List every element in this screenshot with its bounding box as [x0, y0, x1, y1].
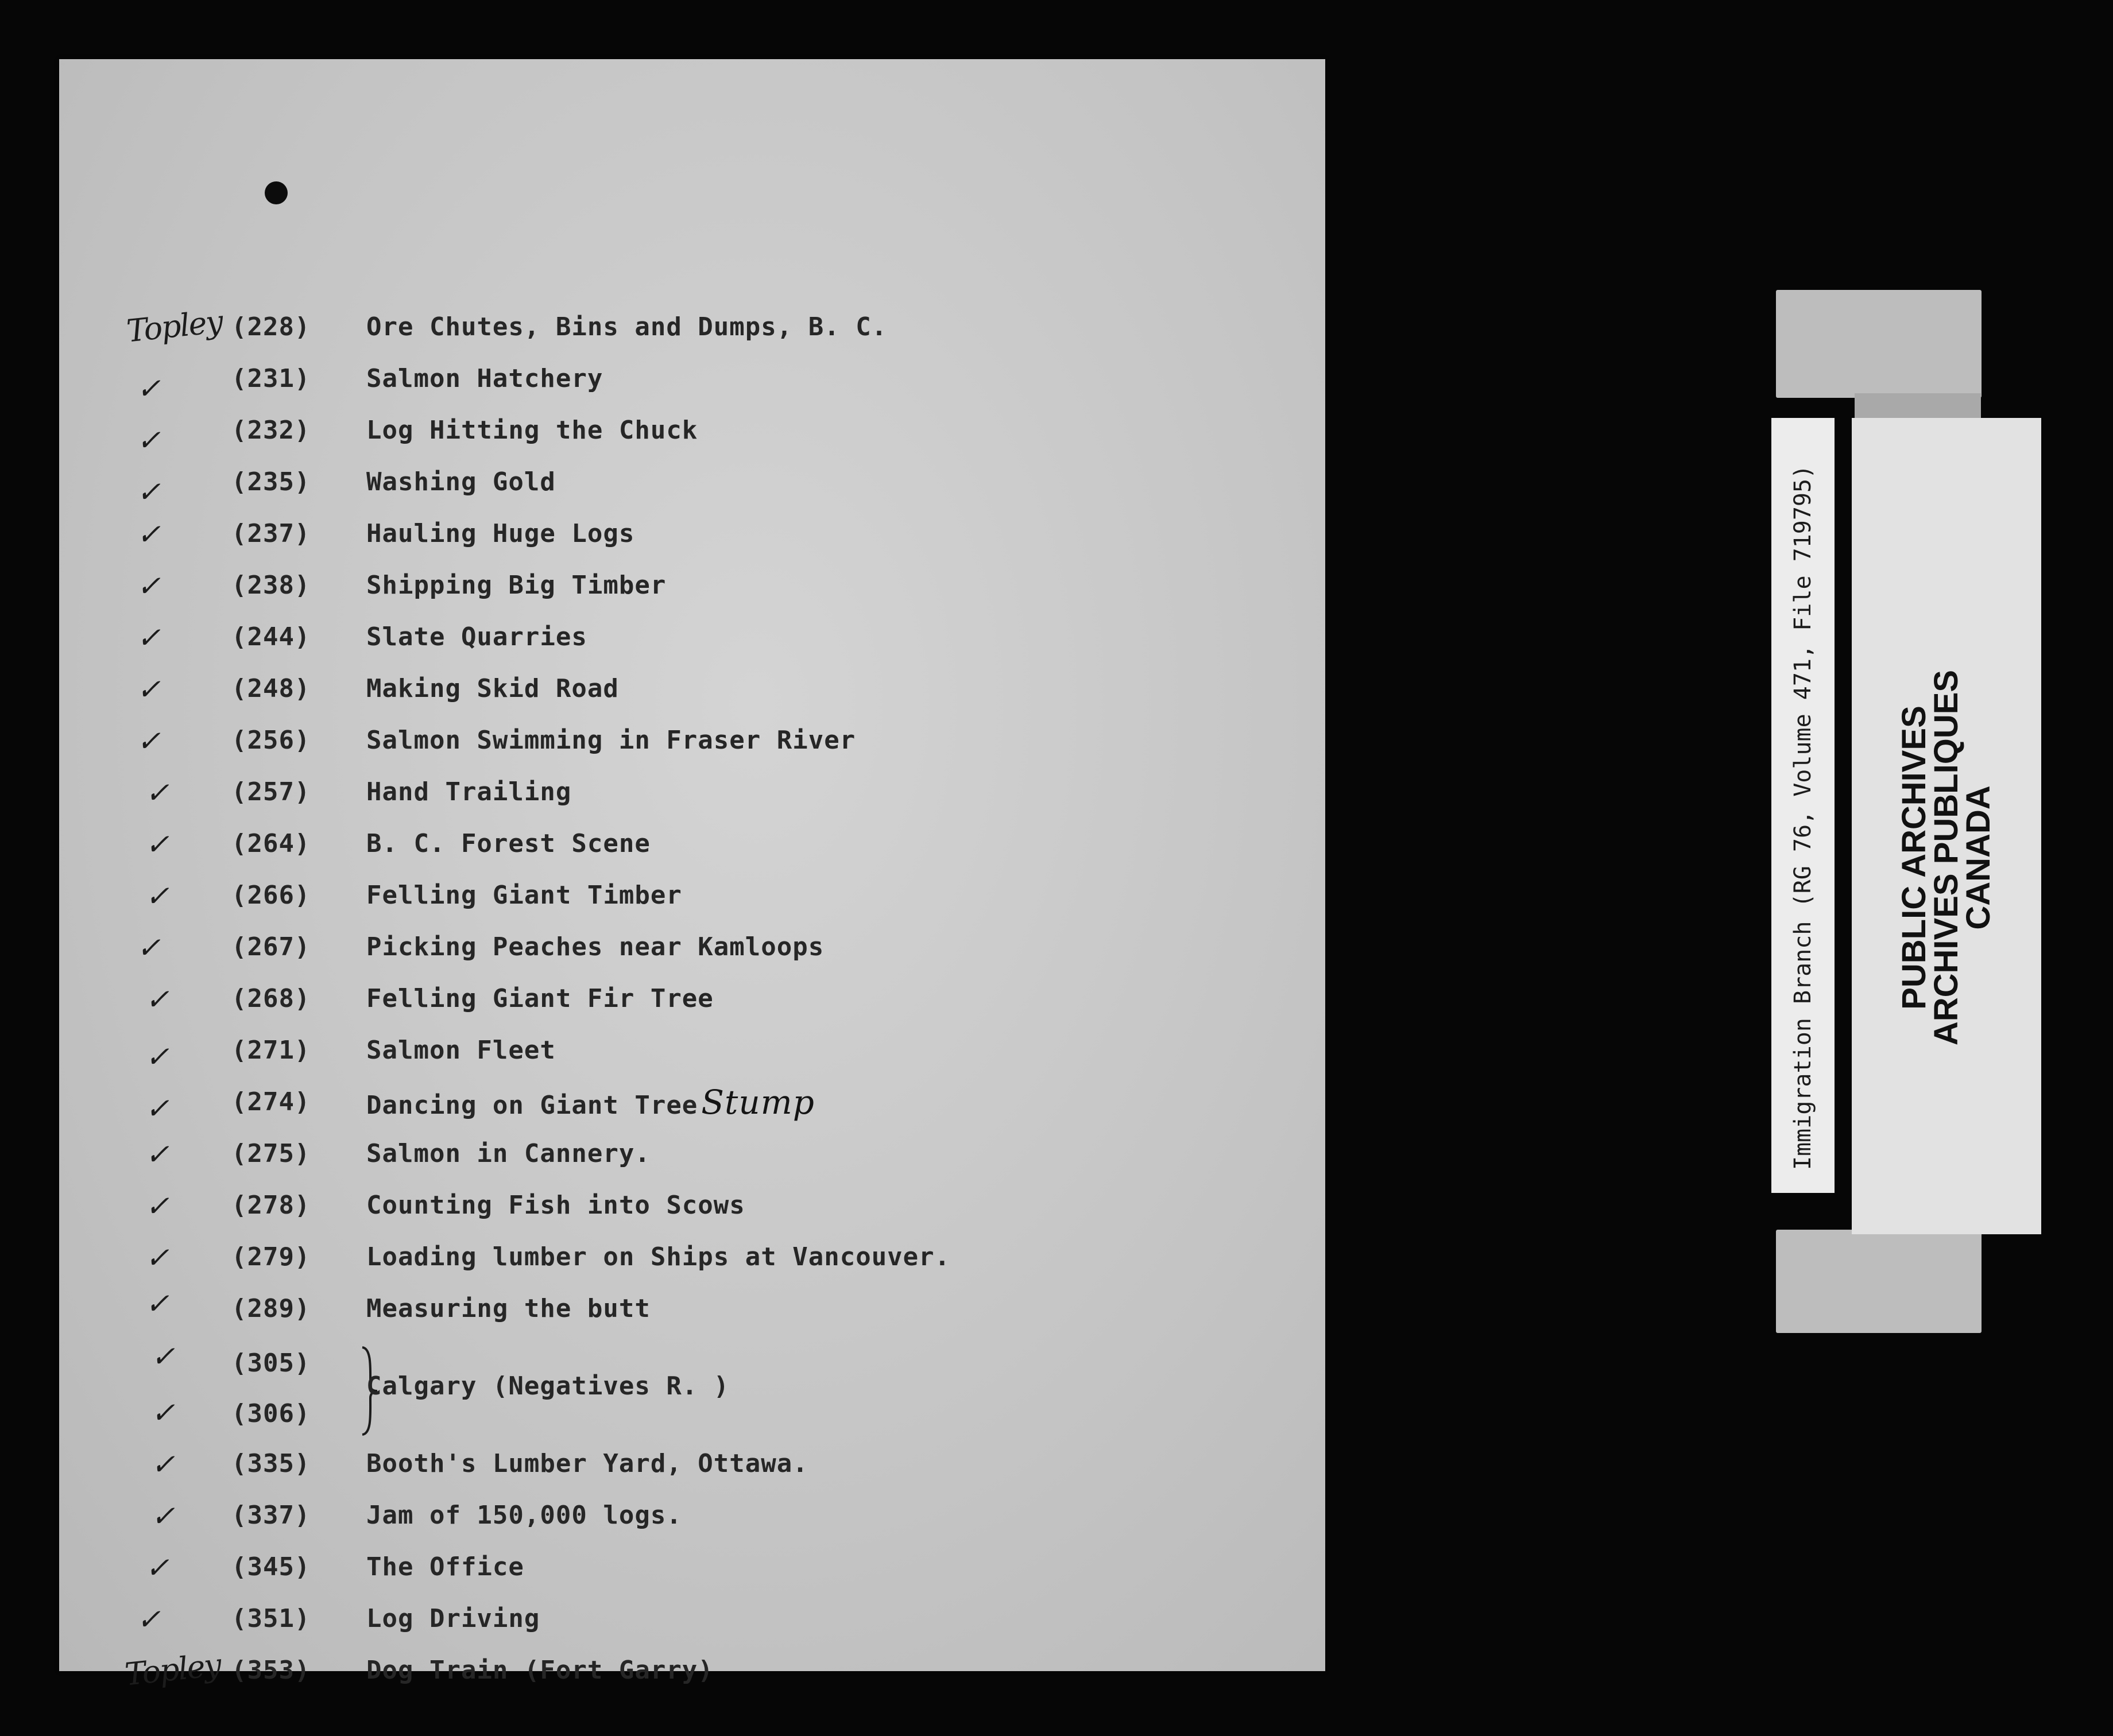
- item-title: Measuring the butt: [366, 1294, 651, 1323]
- check-mark: ✓: [145, 983, 169, 1016]
- item-number: (351): [231, 1604, 311, 1633]
- archive-line: PUBLIC ARCHIVES: [1895, 706, 1933, 1010]
- check-mark: ✓: [137, 569, 161, 603]
- item-number: (228): [231, 312, 311, 342]
- list-item: [59, 1596, 1325, 1642]
- check-mark: ✓: [145, 828, 169, 861]
- list-item: [59, 1493, 1325, 1539]
- check-mark: ✓: [145, 1040, 169, 1074]
- list-item: [59, 1286, 1325, 1332]
- label-strip-bottom: [1776, 1230, 1982, 1333]
- check-mark: ✓: [137, 621, 161, 654]
- list-item: [59, 563, 1325, 609]
- item-number: (256): [231, 726, 311, 755]
- check-mark: ✓: [145, 1138, 169, 1171]
- item-number: (231): [231, 364, 311, 393]
- item-number: (244): [231, 622, 311, 652]
- check-mark: ✓: [137, 372, 161, 405]
- list-item: [59, 1028, 1325, 1074]
- item-title: Log Driving: [366, 1604, 540, 1633]
- check-mark: ✓: [137, 931, 161, 964]
- list-item: [59, 1544, 1325, 1590]
- list-item: [59, 821, 1325, 867]
- archive-line: ARCHIVES PUBLIQUES: [1928, 669, 1965, 1046]
- item-number: (257): [231, 777, 311, 807]
- item-title: Making Skid Road: [366, 674, 619, 703]
- item-number: (275): [231, 1139, 311, 1168]
- check-mark: ✓: [137, 518, 161, 551]
- list-item: [59, 1183, 1325, 1229]
- check-mark: ✓: [145, 1241, 169, 1274]
- item-title: Picking Peaches near Kamloops: [366, 932, 825, 962]
- list-item: [59, 408, 1325, 457]
- item-title: Salmon Hatchery: [366, 364, 603, 393]
- check-mark: ✓: [137, 1603, 161, 1636]
- item-number: (267): [231, 932, 311, 962]
- item-number: (274): [231, 1087, 311, 1117]
- item-number: (337): [231, 1501, 311, 1530]
- check-mark: ✓: [151, 1499, 175, 1533]
- list-item: [59, 614, 1325, 660]
- item-number: (264): [231, 829, 311, 858]
- item-title-text: Dancing on Giant Tree: [366, 1091, 698, 1120]
- item-number: (306): [231, 1399, 311, 1428]
- item-number: (271): [231, 1036, 311, 1065]
- item-number: (237): [231, 519, 311, 548]
- list-item: [59, 1079, 1325, 1125]
- item-number: (268): [231, 984, 311, 1013]
- list-item: [59, 1648, 1325, 1694]
- item-title: Hauling Huge Logs: [366, 519, 635, 548]
- list-item: [59, 976, 1325, 1022]
- item-number: (335): [231, 1449, 311, 1478]
- item-title: Slate Quarries: [366, 622, 587, 652]
- item-number: (353): [231, 1656, 311, 1685]
- item-title: Salmon Swimming in Fraser River: [366, 726, 856, 755]
- check-mark: ✓: [145, 1092, 169, 1125]
- punch-hole: [265, 181, 288, 204]
- item-title: Salmon Fleet: [366, 1036, 556, 1065]
- handwritten-mark: Topley: [123, 1646, 222, 1693]
- list-item: [59, 511, 1325, 557]
- item-number: (279): [231, 1242, 311, 1272]
- list-item: [59, 718, 1325, 764]
- item-title: Counting Fish into Scows: [366, 1191, 745, 1220]
- check-mark: ✓: [137, 475, 161, 509]
- list-item: [59, 304, 1325, 350]
- item-number: (248): [231, 674, 311, 703]
- check-mark: ✓: [137, 673, 161, 706]
- item-number: (235): [231, 467, 311, 497]
- item-title: The Office: [366, 1552, 524, 1582]
- archive-line: CANADA: [1960, 785, 1997, 930]
- list-item: [59, 769, 1325, 815]
- item-title: Booth's Lumber Yard, Ottawa.: [366, 1449, 808, 1478]
- item-title: Ore Chutes, Bins and Dumps, B. C.: [366, 312, 888, 342]
- label-strip-top: [1776, 290, 1982, 398]
- file-reference-text: Immigration Branch (RG 76, Volume 471, File 719795): [1790, 464, 1816, 1170]
- list-item: [59, 1131, 1325, 1177]
- item-number: (232): [231, 416, 311, 445]
- item-title: Salmon in Cannery.: [366, 1139, 651, 1168]
- item-number: (305): [231, 1348, 311, 1378]
- list-item: [59, 1441, 1325, 1487]
- list-item: [59, 873, 1325, 919]
- check-mark: ✓: [137, 724, 161, 758]
- check-mark: ✓: [145, 1551, 169, 1584]
- list-item: [59, 356, 1325, 405]
- item-title: Washing Gold: [366, 467, 556, 497]
- item-number: (289): [231, 1294, 311, 1323]
- archive-stamp: [1895, 599, 1997, 1116]
- document-page: [59, 59, 1325, 1693]
- item-number: (345): [231, 1552, 311, 1582]
- list-item: [59, 666, 1325, 712]
- check-mark: ✓: [145, 1189, 169, 1223]
- check-mark: ✓: [151, 1340, 175, 1373]
- item-title: B. C. Forest Scene: [366, 829, 651, 858]
- item-title: Shipping Big Timber: [366, 571, 667, 600]
- handwritten-note: Stump: [701, 1083, 815, 1122]
- check-mark: ✓: [151, 1448, 175, 1481]
- list-item: [59, 459, 1325, 509]
- item-title: Dog Train (Fort Garry): [366, 1656, 714, 1685]
- item-title: Felling Giant Fir Tree: [366, 984, 714, 1013]
- item-title: Hand Trailing: [366, 777, 572, 807]
- item-number: (238): [231, 571, 311, 600]
- list-item: [59, 1234, 1325, 1280]
- item-title: Jam of 150,000 logs.: [366, 1501, 682, 1530]
- item-number: (278): [231, 1191, 311, 1220]
- item-number: (266): [231, 881, 311, 910]
- item-title: Loading lumber on Ships at Vancouver.: [366, 1242, 951, 1272]
- item-title: Felling Giant Timber: [366, 881, 682, 910]
- check-mark: ✓: [145, 1287, 169, 1320]
- item-title: Log Hitting the Chuck: [366, 416, 698, 445]
- list-item: [59, 924, 1325, 970]
- check-mark: ✓: [145, 879, 169, 913]
- check-mark: ✓: [145, 776, 169, 809]
- item-title: [366, 1079, 815, 1129]
- item-title: Calgary (Negatives R. ): [366, 1371, 730, 1401]
- handwritten-mark: Topley: [125, 303, 224, 350]
- check-mark: ✓: [151, 1396, 175, 1429]
- check-mark: ✓: [137, 424, 161, 457]
